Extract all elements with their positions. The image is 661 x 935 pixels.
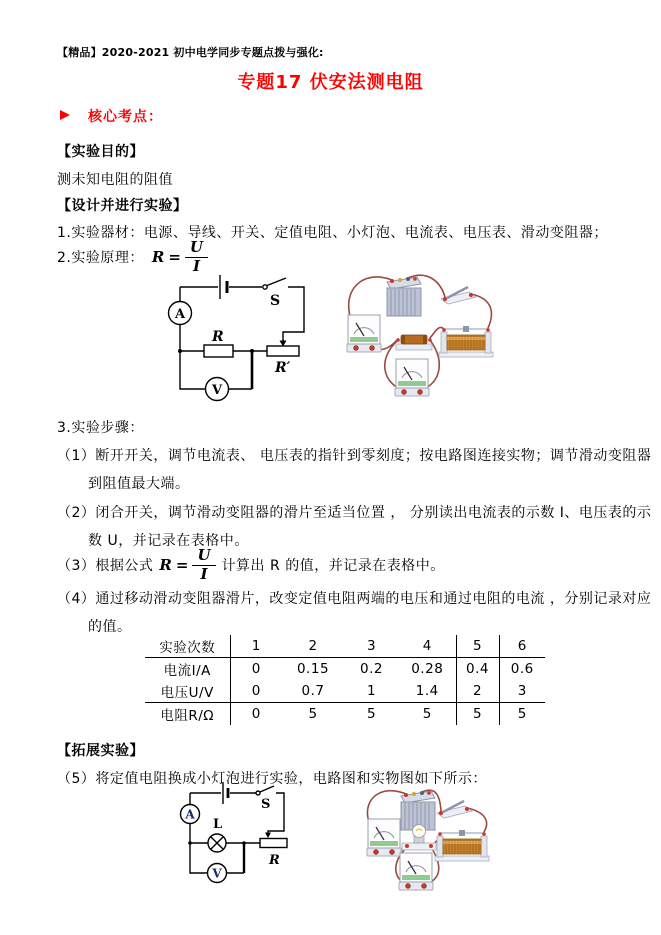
step-3-line xyxy=(57,547,445,583)
step-1-line-2: 到阻值最大端。 xyxy=(88,476,190,492)
formula-denominator: I xyxy=(192,256,200,275)
step-1-text: 断开开关，调节电流表、 电压表的指针到零刻度；按电路图连接实物；调节滑动变阻器 xyxy=(95,448,652,464)
switch-label: S xyxy=(270,293,281,309)
table-header-cell: 1 xyxy=(230,635,282,658)
voltmeter-photo xyxy=(395,359,429,396)
table-cell: 电压U/V xyxy=(145,680,230,703)
table-cell: 2 xyxy=(456,680,499,703)
materials-text: 1.实验器材：电源、导线、开关、定值电阻、小灯泡、电流表、电压表、滑动变阻器； xyxy=(57,225,608,241)
table-cell: 电阻R/Ω xyxy=(145,703,230,726)
formula-lhs: R xyxy=(159,556,172,574)
table-row xyxy=(145,680,545,703)
voltmeter-label: V xyxy=(212,866,222,881)
formula-numerator: U xyxy=(185,240,208,258)
step-1-label: （1） xyxy=(57,448,96,464)
rheostat-photo xyxy=(435,830,489,861)
circuit-diagram-resistor xyxy=(150,268,320,408)
resistor-photo xyxy=(396,335,432,350)
doc-header: 【精品】2020-2021 初中电学同步专题点拨与强化: xyxy=(57,46,324,59)
formula-numerator: U xyxy=(192,548,215,566)
table-row xyxy=(145,658,545,681)
core-points-heading: 核心考点： xyxy=(88,109,163,125)
table-header-cell: 4 xyxy=(399,635,456,658)
extension-heading: 【拓展实验】 xyxy=(57,743,144,759)
table-cell: 0.4 xyxy=(456,658,499,681)
step-4-line-2: 的值。 xyxy=(88,619,132,635)
rheostat-label: R xyxy=(269,853,280,868)
purpose-text: 测未知电阻的阻值 xyxy=(57,172,173,188)
table-row xyxy=(145,635,545,658)
table-row xyxy=(145,703,545,726)
step-3-label: （3） xyxy=(57,558,96,574)
table-cell: 电流I/A xyxy=(145,658,230,681)
step-3-formula xyxy=(159,545,215,583)
voltmeter-photo xyxy=(399,853,433,890)
switch-symbol xyxy=(263,285,267,289)
step-1-line-1 xyxy=(57,445,651,465)
step-4-line-1 xyxy=(57,588,651,608)
junction-dot xyxy=(178,349,182,353)
table-cell: 0.28 xyxy=(399,658,456,681)
rheostat-photo xyxy=(439,326,493,357)
step-2-line-2: 数 U，并记录在表格中。 xyxy=(88,533,249,549)
rheostat-label: R′ xyxy=(275,360,291,376)
step-5-text: （5）将定值电阻换成小灯泡进行实验，电路图和实物图如下所示： xyxy=(57,771,487,787)
rheostat-symbol xyxy=(260,839,287,848)
results-table xyxy=(145,635,545,725)
table-header-cell: 6 xyxy=(499,635,545,658)
slider-arrow xyxy=(265,833,271,839)
step-3-post-text: 计算出 R 的值，并记录在表格中。 xyxy=(221,558,445,574)
principle-label: 2.实验原理： xyxy=(57,250,144,266)
table-cell: 5 xyxy=(366,706,377,722)
table-cell: 5 xyxy=(308,706,318,722)
ammeter-photo xyxy=(347,315,381,352)
table-cell: 0 xyxy=(251,706,261,722)
step-4-label: （4） xyxy=(57,591,96,607)
switch-photo xyxy=(437,801,472,818)
battery-photo xyxy=(387,277,421,316)
step-3-pre-text: 根据公式 xyxy=(95,558,154,574)
ammeter-label: A xyxy=(185,807,195,822)
resistor-label: R xyxy=(212,329,224,345)
table-header-cell: 实验次数 xyxy=(145,635,230,658)
circuit1-wires xyxy=(169,275,305,401)
table-cell: 0.2 xyxy=(360,661,383,677)
table-header-cell: 3 xyxy=(344,635,399,658)
step-2-text: 闭合开关，调节滑动变阻器的滑片至适当位置 ， 分别读出电流表的示数 I、电压表的示 xyxy=(95,505,652,521)
lamp-label: L xyxy=(213,817,223,832)
switch-label: S xyxy=(261,797,271,812)
rheostat-symbol xyxy=(267,346,299,356)
purpose-heading: 【实验目的】 xyxy=(57,144,144,160)
apparatus-illustration-resistor xyxy=(338,266,628,411)
resistor-symbol xyxy=(204,345,233,357)
circuit-diagram-lamp xyxy=(170,780,305,900)
ammeter-label: A xyxy=(174,307,186,322)
formula-equals: = xyxy=(175,556,189,574)
table-header-cell: 2 xyxy=(282,635,344,658)
table-header-cell: 5 xyxy=(456,635,499,658)
table-cell: 0 xyxy=(251,661,261,677)
table-cell: 0 xyxy=(230,680,282,703)
voltmeter-label: V xyxy=(211,383,223,398)
table-cell: 1.4 xyxy=(399,680,456,703)
switch-symbol xyxy=(256,791,260,795)
formula-equals: = xyxy=(168,248,181,266)
table-cell: 5 xyxy=(456,703,499,726)
table-cell: 3 xyxy=(499,680,545,703)
table-cell: 5 xyxy=(517,706,527,722)
step-4-text: 通过移动滑动变阻器滑片，改变定值电阻两端的电压和通过电阻的电流 ，分别记录对应 xyxy=(95,591,652,607)
junction-dot xyxy=(188,841,192,845)
table-cell: 0.15 xyxy=(296,661,330,677)
table-cell: 0.7 xyxy=(282,680,344,703)
junction-dot xyxy=(250,349,254,353)
step-2-line-1 xyxy=(57,502,651,522)
step-2-label: （2） xyxy=(57,505,96,521)
arrow-bullet-icon xyxy=(60,110,70,120)
formula-denominator: I xyxy=(200,564,208,583)
design-heading: 【设计并进行实验】 xyxy=(57,198,188,214)
apparatus-illustration-lamp xyxy=(348,778,638,928)
formula-lhs: R xyxy=(151,248,165,266)
table-cell: 0.6 xyxy=(510,661,534,677)
steps-heading: 3.实验步骤： xyxy=(57,420,144,436)
ammeter-photo xyxy=(367,819,401,856)
switch-photo xyxy=(441,287,476,304)
junction-dot xyxy=(242,841,246,845)
table-cell: 5 xyxy=(399,703,456,726)
page-title: 专题17 伏安法测电阻 xyxy=(237,72,424,93)
formula-fraction xyxy=(192,545,215,583)
table-cell: 1 xyxy=(344,680,399,703)
